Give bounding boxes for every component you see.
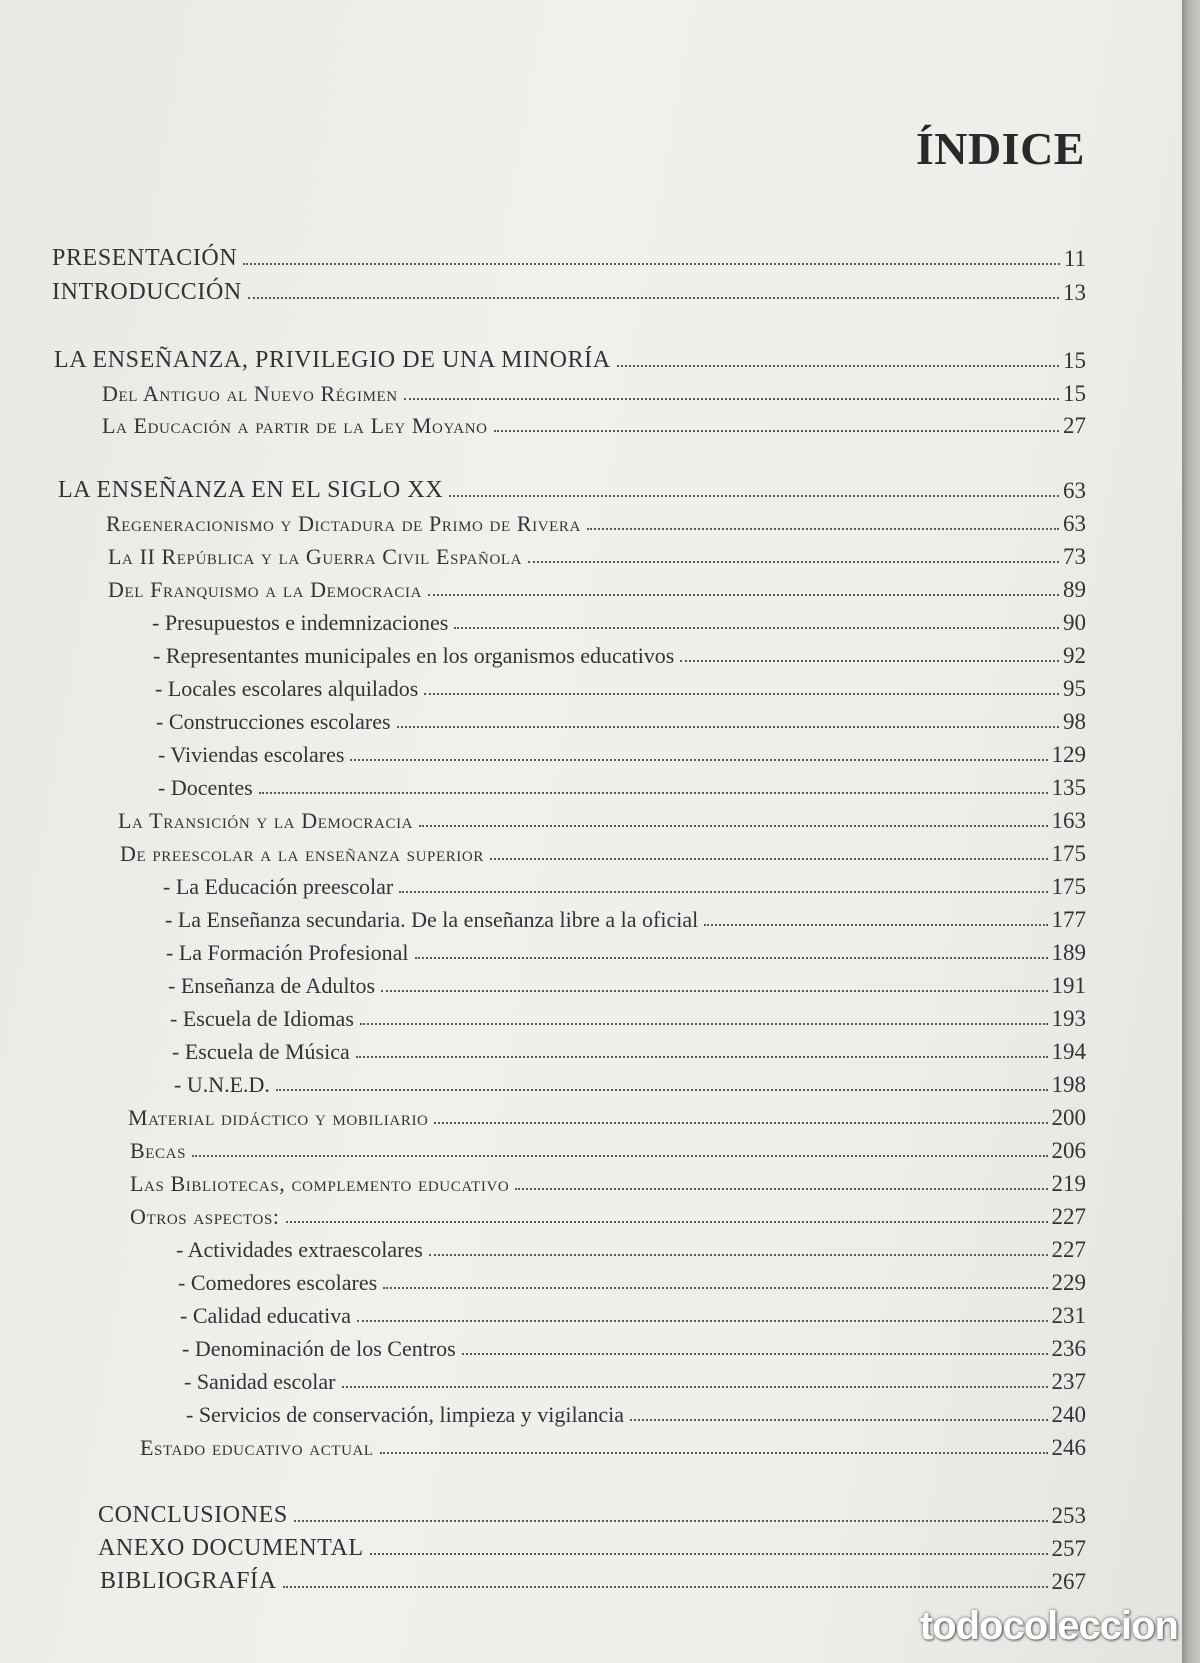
toc-entry — [58, 470, 1086, 504]
toc-entry-page: 11 — [1063, 246, 1086, 271]
toc-entry — [54, 340, 1086, 374]
toc-entry-label: - Sanidad escolar — [184, 1369, 336, 1394]
dot-leader — [434, 1122, 1047, 1124]
dot-leader — [449, 495, 1059, 497]
toc-entry-page: 253 — [1051, 1503, 1086, 1528]
toc-entry-page: 236 — [1051, 1336, 1086, 1361]
toc-entry-label: INTRODUCCIÓN — [52, 279, 242, 305]
toc-entry — [166, 932, 1086, 966]
toc-entry — [158, 734, 1086, 768]
toc-entry-page: 98 — [1063, 709, 1086, 734]
toc-entry-label: La II República y la Guerra Civil Española — [108, 544, 523, 569]
toc-entry-page: 163 — [1051, 808, 1086, 833]
dot-leader — [259, 792, 1048, 794]
toc-entry — [153, 635, 1086, 669]
toc-entry-page: 246 — [1051, 1435, 1086, 1460]
toc-entry — [152, 602, 1086, 636]
toc-entry-page: 177 — [1051, 907, 1086, 932]
toc-entry-label: - La Enseñanza secundaria. De la enseñanza libre a la oficial — [165, 907, 699, 932]
toc-entry-label: Becas — [130, 1138, 187, 1163]
toc-entry-page: 193 — [1051, 1006, 1086, 1031]
toc-entry-label: Material didáctico y mobiliario — [128, 1105, 429, 1130]
dot-leader — [357, 1320, 1047, 1322]
toc-entry — [182, 1328, 1086, 1362]
toc-entry-page: 95 — [1063, 676, 1086, 701]
toc-entry-label: - Locales escolares alquilados — [155, 676, 419, 701]
toc-entry-label: Del Franquismo a la Democracia — [108, 577, 423, 602]
dot-leader — [399, 891, 1047, 893]
dot-leader — [404, 398, 1059, 400]
toc-entry — [180, 1295, 1086, 1329]
toc-entry-page: 63 — [1063, 511, 1086, 536]
dot-leader — [342, 1386, 1048, 1388]
toc-entry — [98, 1495, 1086, 1529]
toc-entry-label: Las Bibliotecas, complemento educativo — [130, 1171, 510, 1196]
toc-entry-label: - Calidad educativa — [180, 1303, 352, 1328]
dot-leader — [617, 365, 1059, 367]
toc-entry — [158, 767, 1086, 801]
toc-entry-page: 15 — [1063, 348, 1086, 373]
toc-entry — [140, 1427, 1086, 1461]
toc-entry — [130, 1163, 1086, 1197]
toc-entry-page: 129 — [1051, 742, 1086, 767]
dot-leader — [462, 1353, 1048, 1355]
toc-entry-label: LA ENSEÑANZA EN EL SIGLO XX — [58, 477, 444, 503]
toc-entry-label: - Denominación de los Centros — [182, 1336, 456, 1361]
dot-leader — [587, 528, 1059, 530]
toc-entry — [106, 503, 1086, 537]
dot-leader — [680, 660, 1059, 662]
dot-leader — [429, 1254, 1048, 1256]
toc-entry-page: 227 — [1051, 1237, 1086, 1262]
toc-entry-label: ANEXO DOCUMENTAL — [98, 1535, 364, 1561]
dot-leader — [356, 1056, 1048, 1058]
toc-entry — [184, 1361, 1086, 1395]
toc-entry-label: - Docentes — [158, 775, 253, 800]
toc-entry-page: 200 — [1051, 1105, 1086, 1130]
toc-entry — [156, 701, 1086, 735]
toc-entry-label: BIBLIOGRAFÍA — [100, 1568, 277, 1594]
toc-entry — [155, 668, 1086, 702]
toc-entry-label: - Presupuestos e indemnizaciones — [152, 610, 449, 635]
toc-entry — [108, 569, 1086, 603]
watermark-logo: todocoleccion — [919, 1604, 1178, 1648]
toc-entry-page: 175 — [1051, 841, 1086, 866]
dot-leader — [490, 858, 1048, 860]
toc-entry-page: 231 — [1051, 1303, 1086, 1328]
toc-entry — [52, 272, 1086, 306]
toc-entry — [118, 800, 1086, 834]
dot-leader — [381, 990, 1047, 992]
dot-leader — [415, 957, 1048, 959]
dot-leader — [294, 1520, 1048, 1522]
toc-entry-page: 267 — [1051, 1569, 1086, 1594]
dot-leader — [419, 825, 1047, 827]
toc-entry-page: 90 — [1063, 610, 1086, 635]
toc-entry-label: La Transición y la Democracia — [118, 808, 414, 833]
toc-entry — [102, 373, 1086, 407]
toc-entry-label: PRESENTACIÓN — [52, 245, 238, 271]
toc-entry-label: - Representantes municipales en los organismos educativos — [153, 643, 675, 668]
toc-entry-label: - Escuela de Idiomas — [170, 1006, 354, 1031]
dot-leader — [350, 759, 1047, 761]
toc-entry-page: 27 — [1063, 413, 1086, 438]
toc-entry — [163, 866, 1086, 900]
toc-entry-label: CONCLUSIONES — [98, 1502, 288, 1528]
toc-entry-page: 63 — [1063, 478, 1086, 503]
toc-entry — [98, 1528, 1086, 1562]
toc-entry — [170, 998, 1086, 1032]
toc-entry — [128, 1097, 1086, 1131]
dot-leader — [383, 1287, 1047, 1289]
toc-entry — [52, 238, 1086, 272]
toc-entry-page: 135 — [1051, 775, 1086, 800]
toc-entry-page: 194 — [1051, 1039, 1086, 1064]
dot-leader — [276, 1089, 1048, 1091]
toc-entry-page: 219 — [1051, 1171, 1086, 1196]
dot-leader — [454, 627, 1059, 629]
toc-entry-label: De preescolar a la enseñanza superior — [120, 841, 484, 866]
toc-entry-label: - La Educación preescolar — [163, 874, 394, 899]
toc-entry-page: 191 — [1051, 973, 1086, 998]
dot-leader — [248, 297, 1059, 299]
toc-entry — [100, 1561, 1086, 1595]
toc-entry-page: 227 — [1051, 1204, 1086, 1229]
dot-leader — [283, 1586, 1048, 1588]
dot-leader — [286, 1221, 1048, 1223]
dot-leader — [704, 924, 1047, 926]
toc-entry — [130, 1196, 1086, 1230]
toc-entry-page: 237 — [1051, 1369, 1086, 1394]
toc-entry-label: Otros aspectos: — [130, 1204, 280, 1229]
dot-leader — [360, 1023, 1048, 1025]
toc-entry-page: 15 — [1063, 381, 1086, 406]
page-title: ÍNDICE — [915, 123, 1085, 174]
dot-leader — [192, 1155, 1047, 1157]
toc-entry-page: 240 — [1051, 1402, 1086, 1427]
toc-entry-label: - Servicios de conservación, limpieza y vigilancia — [186, 1402, 625, 1427]
dot-leader — [380, 1452, 1048, 1454]
toc-entry-page: 13 — [1063, 280, 1086, 305]
toc-entry-page: 73 — [1063, 544, 1086, 569]
dot-leader — [370, 1553, 1048, 1555]
toc-entry-label: La Educación a partir de la Ley Moyano — [102, 413, 488, 438]
toc-entry-label: Del Antiguo al Nuevo Régimen — [102, 381, 398, 406]
toc-entry — [172, 1031, 1086, 1065]
toc-entry — [186, 1394, 1086, 1428]
toc-entry — [176, 1229, 1086, 1263]
toc-entry — [178, 1262, 1086, 1296]
dot-leader — [397, 726, 1059, 728]
toc-entry-label: - Enseñanza de Adultos — [168, 973, 376, 998]
toc-entry — [108, 536, 1086, 570]
toc-entry — [130, 1130, 1086, 1164]
toc-entry-label: - Escuela de Música — [172, 1039, 350, 1064]
dot-leader — [428, 594, 1059, 596]
toc-entry-label: Regeneracionismo y Dictadura de Primo de Rivera — [106, 511, 581, 536]
toc-entry-page: 206 — [1051, 1138, 1086, 1163]
toc-entry — [168, 965, 1086, 999]
toc-entry-page: 198 — [1051, 1072, 1086, 1097]
dot-leader — [424, 693, 1059, 695]
toc-entry-page: 229 — [1051, 1270, 1086, 1295]
toc-entry-label: Estado educativo actual — [140, 1435, 374, 1460]
toc-entry — [102, 405, 1086, 439]
toc-entry-label: LA ENSEÑANZA, PRIVILEGIO DE UNA MINORÍA — [54, 347, 611, 373]
toc-entry-page: 257 — [1051, 1536, 1086, 1561]
toc-entry-label: - Actividades extraescolares — [176, 1237, 423, 1262]
page-edge-shadow — [1182, 0, 1200, 1663]
dot-leader — [630, 1419, 1047, 1421]
dot-leader — [494, 430, 1059, 432]
toc-entry — [165, 899, 1086, 933]
toc-entry-page: 89 — [1063, 577, 1086, 602]
toc-entry-label: - La Formación Profesional — [166, 940, 409, 965]
dot-leader — [243, 263, 1060, 265]
toc-entry-page: 92 — [1063, 643, 1086, 668]
toc-entry-page: 189 — [1051, 940, 1086, 965]
toc-entry-label: - Construcciones escolares — [156, 709, 391, 734]
toc-entry-page: 175 — [1051, 874, 1086, 899]
dot-leader — [528, 561, 1059, 563]
toc-entry-label: - Viviendas escolares — [158, 742, 345, 767]
toc-entry — [120, 833, 1086, 867]
toc-entry-label: - U.N.E.D. — [174, 1072, 270, 1097]
toc-entry-label: - Comedores escolares — [178, 1270, 378, 1295]
dot-leader — [515, 1188, 1047, 1190]
toc-entry — [174, 1064, 1086, 1098]
